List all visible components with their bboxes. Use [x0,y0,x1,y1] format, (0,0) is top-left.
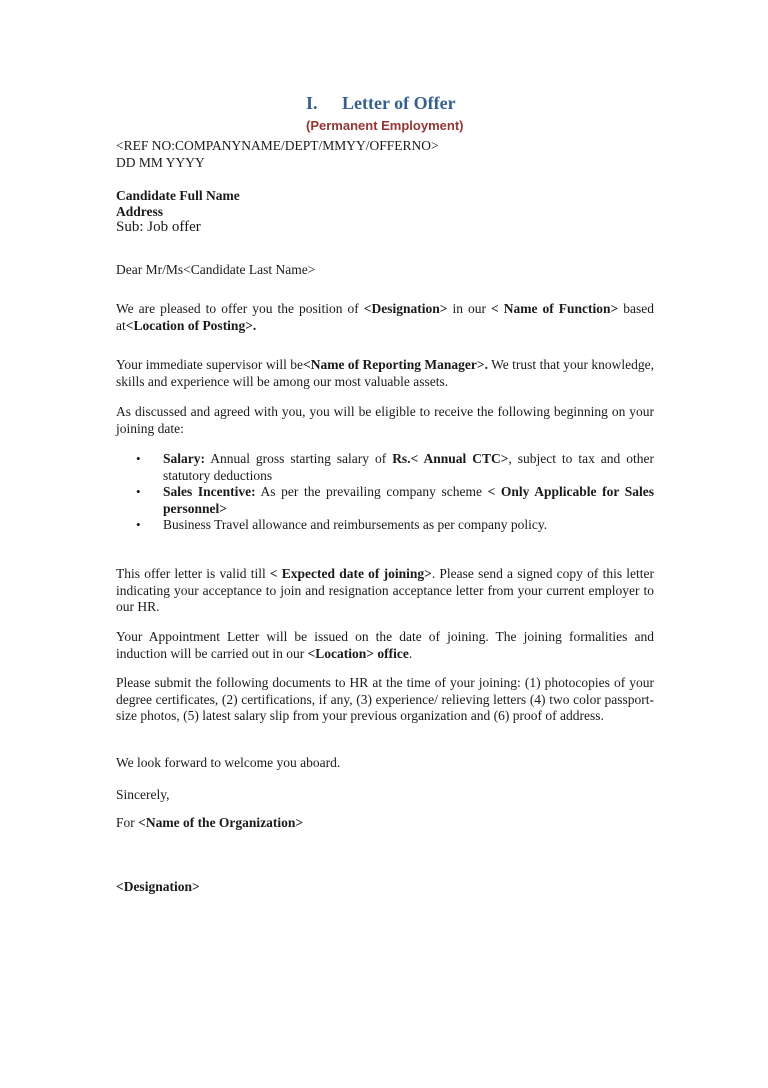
paragraph-eligibility: As discussed and agreed with you, you will be eligible to receive the following beginning on your joining date: [116,404,654,436]
salary-label: Salary: [163,451,205,466]
title-text: Letter of Offer [342,93,456,113]
incentive-label: Sales Incentive: [163,484,256,499]
text: in our [447,301,492,316]
text: This offer letter is valid till [116,566,270,581]
paragraph-validity [116,566,654,616]
reference-number: <REF NO:COMPANYNAME/DEPT/MMYY/OFFERNO> [116,138,439,153]
manager-placeholder: <Name of Reporting Manager>. [303,357,488,372]
letter-title [306,93,456,114]
text: We are pleased to offer you the position of [116,301,364,316]
welcome-line: We look forward to welcome you aboard. [116,755,341,770]
candidate-address: Address [116,204,164,219]
text: . [408,645,413,661]
text: For [116,815,139,830]
text: based at [116,301,654,333]
signature-designation: <Designation> [116,879,200,894]
paragraph-position [116,301,654,334]
bullet-icon: • [136,451,141,466]
office-placeholder: <Location> office [307,645,409,661]
location-placeholder: <Location of Posting>. [125,317,257,333]
candidate-name: Candidate Full Name [116,188,240,203]
bullet-icon: • [136,517,141,532]
sales-placeholder: < Only Applicable for Sales personnel> [163,484,654,516]
paragraph-documents: Please submit the following documents to HR at the time of your joining: (1) photocopies of your degree certificates, (2) certifications, if any, (3) experience/ relieving letters (4) two color passport-size photos, (5) latest salary slip from your previous organization and (6) proof of address. [116,675,654,723]
section-number: I. [306,93,318,113]
ctc-placeholder: Rs.< Annual CTC> [392,451,509,466]
letter-date: DD MM YYYY [116,155,205,170]
salutation: Dear Mr/Ms<Candidate Last Name> [116,262,316,277]
text: We trust that your knowledge, skills and experience will be among our most valuable assets. [116,357,654,389]
list-item-salary [116,451,654,484]
text: As per the prevailing company scheme [255,484,488,499]
designation-placeholder: <Designation> [363,301,448,316]
list-item-incentive [116,484,654,517]
benefits-list [116,451,654,534]
paragraph-appointment [116,629,654,662]
bullet-icon: • [136,484,141,499]
letter-subtitle: (Permanent Employment) [306,118,464,133]
text: . Please send a signed copy of this letter indicating your acceptance to join and resignation acceptance letter from your current employer to our HR. [116,566,654,614]
joining-date-placeholder: < Expected date of joining> [269,566,432,581]
paragraph-supervisor [116,357,654,390]
subject-line: Sub: Job offer [116,219,201,235]
text: Annual gross starting salary of [205,451,393,466]
text: Business Travel allowance and reimbursements as per company policy. [163,517,548,532]
organization-line [116,814,303,831]
function-placeholder: < Name of Function> [491,301,619,316]
text: , subject to tax and other statutory deductions [163,451,654,483]
text: Your Appointment Letter will be issued on the date of joining. The joining formalities and induction will be carried out in our [116,629,654,661]
closing-line: Sincerely, [116,787,170,802]
list-item-travel [116,517,654,534]
text: Your immediate supervisor will be [116,357,303,372]
organization-placeholder: <Name of the Organization> [138,815,304,830]
